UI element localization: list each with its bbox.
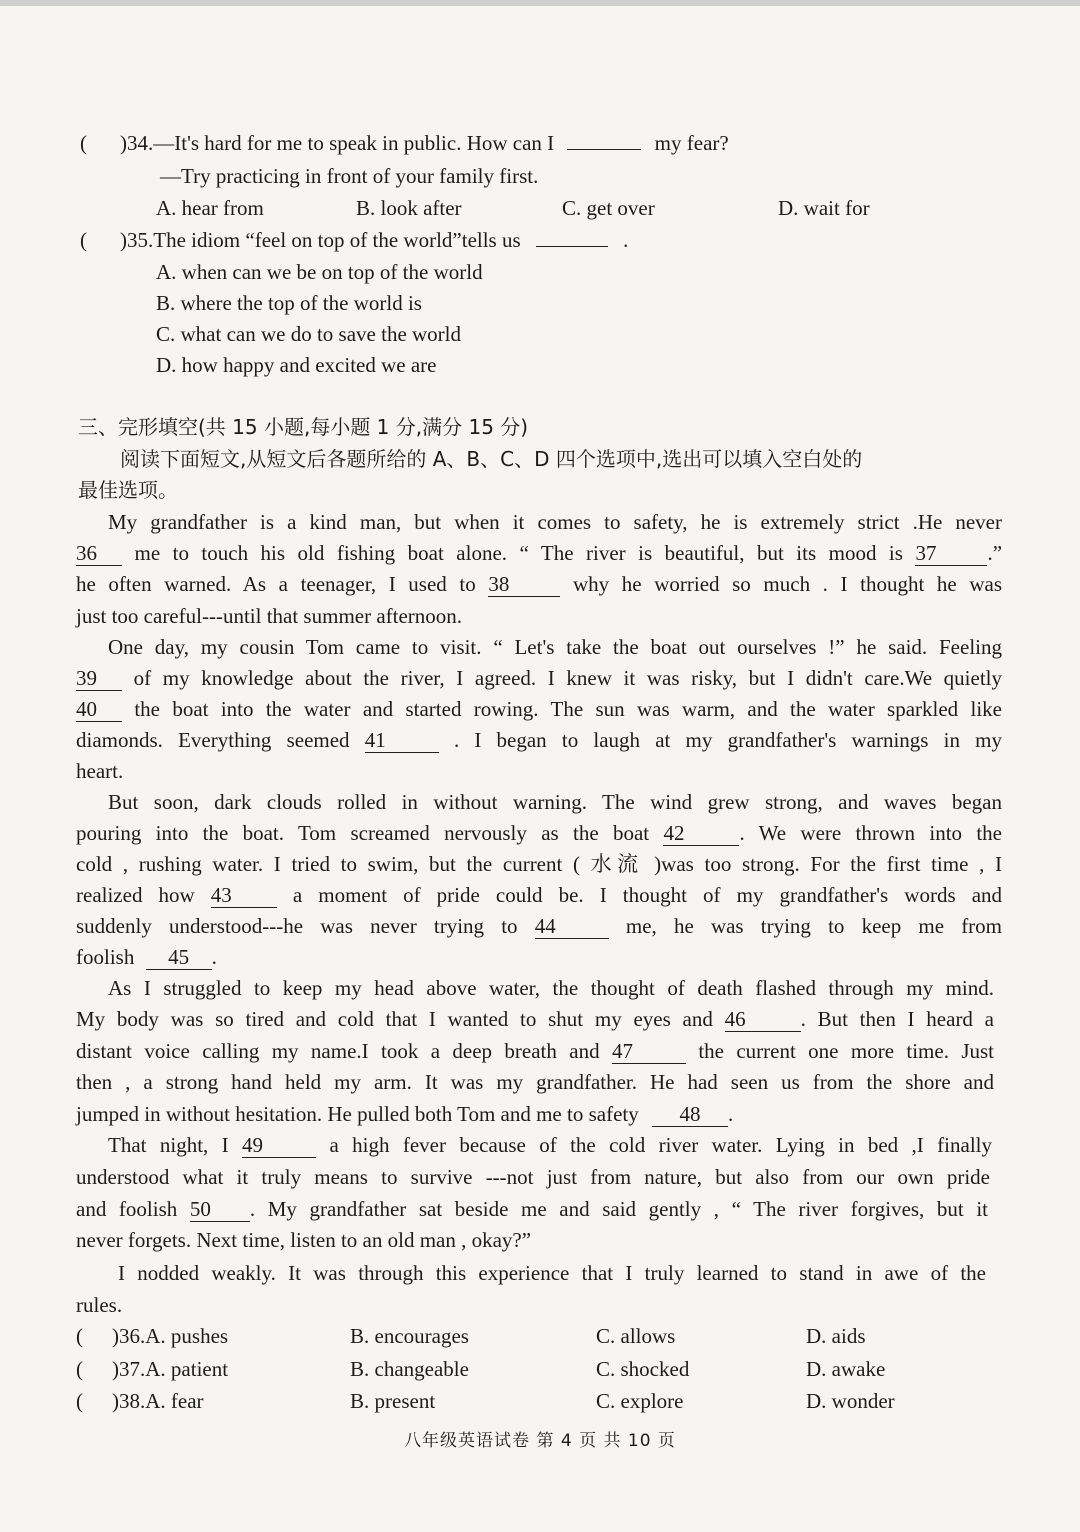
passage-line: But soon, dark clouds rolled in without warning. The wind grew strong, and waves began <box>108 790 1002 814</box>
q36-option-a: )36.A. pushes <box>112 1324 229 1348</box>
q36-option-b: B. encourages <box>350 1324 469 1348</box>
q37-option-d: D. awake <box>806 1357 886 1381</box>
blank-34[interactable] <box>567 149 641 150</box>
blank-44[interactable]: 44 <box>535 914 609 939</box>
q34-option-c: C. get over <box>562 196 655 220</box>
passage-line: cold , rushing water. I tried to swim, but the current ( 水流 )was too strong. For the first time , I <box>76 852 1002 876</box>
passage-line: distant voice calling my name.I took a deep breath and 47 the current one more time. Just <box>76 1039 995 1063</box>
answer-paren-35[interactable]: ( <box>80 228 87 252</box>
passage-line: That night, I 49 a high fever because of the cold river water. Lying in bed ,I finally <box>108 1133 993 1157</box>
section-heading: 三、完形填空(共 15 小题,每小题 1 分,满分 15 分) <box>78 415 529 439</box>
passage-line: My body was so tired and cold that I wanted to shut my eyes and 46 . But then I heard a <box>76 1007 994 1031</box>
passage-line: never forgets. Next time, listen to an old man , okay?” <box>76 1228 532 1252</box>
blank-42[interactable]: 42 <box>663 821 739 846</box>
blank-36[interactable]: 36 <box>76 541 122 566</box>
answer-paren-36[interactable]: ( <box>76 1324 83 1348</box>
exam-page <box>0 6 1080 1532</box>
passage-line: and foolish 50 . My grandfather sat beside me and said gently , “ The river forgives, but it <box>76 1197 989 1221</box>
q35-option-c: C. what can we do to save the world <box>156 322 462 346</box>
passage-line: My grandfather is a kind man, but when it comes to safety, he is extremely strict .He never <box>108 510 1002 534</box>
answer-paren-37[interactable]: ( <box>76 1357 83 1381</box>
passage-line: understood what it truly means to survive ---not just from nature, but also from our own pride <box>76 1165 990 1189</box>
q38-option-a: )38.A. fear <box>112 1389 204 1413</box>
q35-option-b: B. where the top of the world is <box>156 291 422 315</box>
passage-line: 39 of my knowledge about the river, I agreed. I knew it was risky, but I didn't care.We quietly <box>76 666 1002 690</box>
passage-line: As I struggled to keep my head above water, the thought of death flashed through my mind. <box>108 976 994 1000</box>
q36-option-d: D. aids <box>806 1324 866 1348</box>
question-35-stem: )35.The idiom “feel on top of the world”tells us . <box>120 228 629 252</box>
blank-50[interactable]: 50 <box>190 1197 250 1222</box>
passage-line: realized how 43 a moment of pride could be. I thought of my grandfather's words and <box>76 883 1003 907</box>
answer-paren-34[interactable]: ( <box>80 131 87 155</box>
blank-40[interactable]: 40 <box>76 697 122 722</box>
blank-35[interactable] <box>536 246 608 247</box>
q35-option-a: A. when can we be on top of the world <box>156 260 483 284</box>
q38-option-b: B. present <box>350 1389 436 1413</box>
q37-option-a: )37.A. patient <box>112 1357 229 1381</box>
q37-option-b: B. changeable <box>350 1357 469 1381</box>
passage-line: One day, my cousin Tom came to visit. “ Let's take the boat out ourselves !” he said. Feeling <box>108 635 1002 659</box>
blank-38[interactable]: 38 <box>488 572 560 597</box>
blank-49[interactable]: 49 <box>242 1133 316 1158</box>
q38-option-d: D. wonder <box>806 1389 895 1413</box>
page-footer: 八年级英语试卷 第 4 页 共 10 页 <box>404 1431 676 1451</box>
passage-line: heart. <box>76 759 124 783</box>
q36-option-c: C. allows <box>596 1324 676 1348</box>
passage-line: suddenly understood---he was never trying to 44 me, he was trying to keep me from <box>76 914 1003 938</box>
blank-39[interactable]: 39 <box>76 666 122 691</box>
q34-option-d: D. wait for <box>778 196 870 220</box>
answer-paren-38[interactable]: ( <box>76 1389 83 1413</box>
blank-37[interactable]: 37 <box>915 541 987 566</box>
section-instruction-end: 最佳选项。 <box>78 478 178 502</box>
blank-43[interactable]: 43 <box>211 883 277 908</box>
blank-48[interactable]: 48 <box>652 1102 728 1127</box>
passage-line: 36 me to touch his old fishing boat alone. “ The river is beautiful, but its mood is 37 .” <box>76 541 1003 565</box>
q35-option-d: D. how happy and excited we are <box>156 353 437 377</box>
passage-line: pouring into the boat. Tom screamed nervously as the boat 42 . We were thrown into the <box>76 821 1003 845</box>
q34-option-b: B. look after <box>356 196 462 220</box>
passage-line: he often warned. As a teenager, I used to 38 why he worried so much . I thought he was <box>76 572 1003 596</box>
passage-line: foolish 45 . <box>76 945 217 969</box>
question-34-stem: )34.—It's hard for me to speak in public. How can I my fear? <box>120 131 729 155</box>
passage-line: diamonds. Everything seemed 41 . I began to laugh at my grandfather's warnings in my <box>76 728 1002 752</box>
passage-line: I nodded weakly. It was through this experience that I truly learned to stand in awe of the <box>118 1261 986 1285</box>
q34-option-a: A. hear from <box>156 196 264 220</box>
section-instruction: 阅读下面短文,从短文后各题所给的 A、B、C、D 四个选项中,选出可以填入空白处的 <box>120 447 863 471</box>
q37-option-c: C. shocked <box>596 1357 690 1381</box>
passage-line: then , a strong hand held my arm. It was my grandfather. He had seen us from the shore and <box>76 1070 994 1094</box>
passage-line: rules. <box>76 1293 123 1317</box>
passage-line: just too careful---until that summer afternoon. <box>76 604 463 628</box>
blank-41[interactable]: 41 <box>365 728 439 753</box>
passage-line: jumped in without hesitation. He pulled both Tom and me to safety 48 . <box>76 1102 734 1126</box>
blank-47[interactable]: 47 <box>612 1039 686 1064</box>
blank-46[interactable]: 46 <box>725 1007 801 1032</box>
q38-option-c: C. explore <box>596 1389 684 1413</box>
passage-line: 40 the boat into the water and started rowing. The sun was warm, and the water sparkled like <box>76 697 1003 721</box>
blank-45[interactable]: 45 <box>146 945 212 970</box>
question-34-reply: —Try practicing in front of your family first. <box>160 164 539 188</box>
